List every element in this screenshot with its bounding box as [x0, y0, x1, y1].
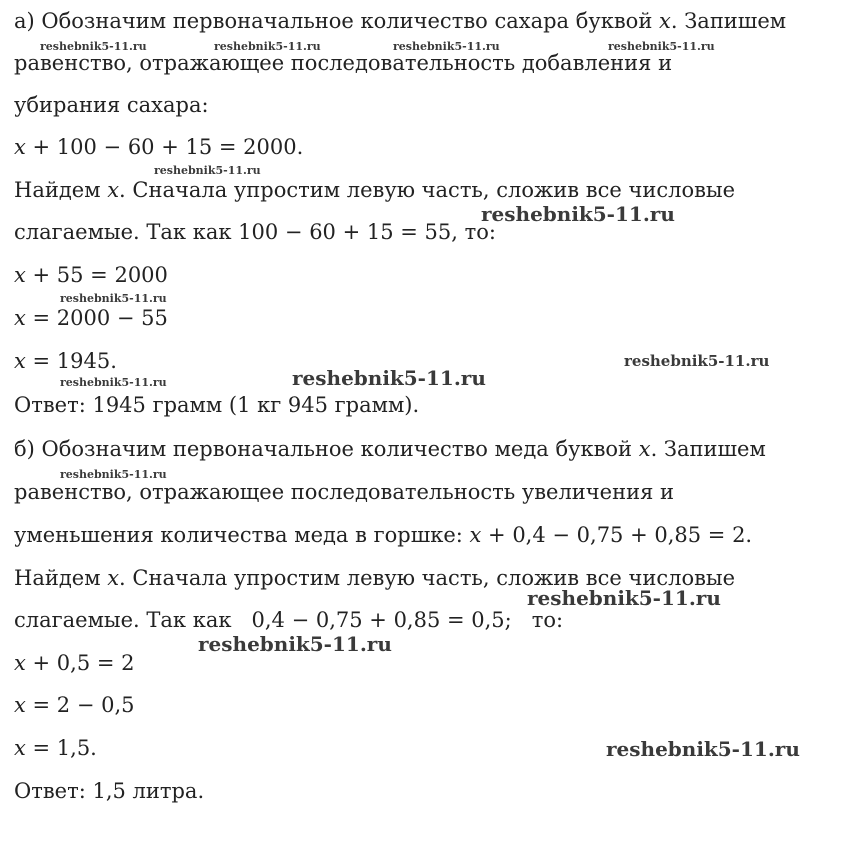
- variable-x: x: [14, 736, 26, 760]
- equation-text: = 1945.: [25, 349, 117, 373]
- watermark: reshebnik5-11.ru: [40, 40, 147, 53]
- watermark: reshebnik5-11.ru: [154, 164, 261, 177]
- answer-text: Ответ: 1945 грамм (1 кг 945 грамм).: [14, 393, 420, 417]
- line-text: уменьшения количества меда в горшке:: [14, 523, 470, 547]
- line-16-equation: [14, 650, 135, 676]
- line-11: [14, 436, 766, 462]
- line-18-equation: [14, 735, 97, 761]
- watermark: reshebnik5-11.ru: [481, 202, 675, 226]
- watermark: reshebnik5-11.ru: [624, 352, 770, 370]
- equation-text: + 0,4 − 0,75 + 0,85 = 2.: [481, 523, 753, 547]
- line-text: . Сначала упростим левую часть, сложив все числовые: [119, 178, 736, 202]
- variable-x: x: [14, 135, 26, 159]
- variable-x: x: [14, 693, 26, 717]
- variable-x: x: [14, 306, 26, 330]
- line-text: слагаемые. Так как 0,4 − 0,75 + 0,85 = 0,5; то:: [14, 608, 564, 632]
- watermark: reshebnik5-11.ru: [60, 376, 167, 389]
- line-9-equation: [14, 348, 117, 374]
- line-13: [14, 522, 752, 548]
- equation-text: = 1,5.: [25, 736, 97, 760]
- equation-text: + 100 − 60 + 15 = 2000.: [25, 135, 304, 159]
- line-6: [14, 219, 496, 245]
- watermark: reshebnik5-11.ru: [214, 40, 321, 53]
- variable-x: x: [469, 523, 482, 547]
- variable-x: x: [14, 263, 26, 287]
- line-text: убирания сахара:: [14, 93, 209, 117]
- watermark: reshebnik5-11.ru: [198, 632, 392, 656]
- variable-x: x: [14, 349, 26, 373]
- equation-text: + 55 = 2000: [25, 263, 168, 287]
- watermark: reshebnik5-11.ru: [292, 366, 486, 390]
- line-text: слагаемые. Так как 100 − 60 + 15 = 55, то:: [14, 220, 496, 244]
- watermark: reshebnik5-11.ru: [608, 40, 715, 53]
- watermark: reshebnik5-11.ru: [60, 292, 167, 305]
- answer-text: Ответ: 1,5 литра.: [14, 779, 205, 803]
- line-text: . Сначала упростим левую часть, сложив все числовые: [119, 566, 736, 590]
- line-text: равенство, отражающее последовательность добавления и: [14, 51, 673, 75]
- line-text: а) Обозначим первоначальное количество сахара буквой: [14, 9, 660, 33]
- equation-text: = 2 − 0,5: [25, 693, 135, 717]
- line-text: б) Обозначим первоначальное количество меда буквой: [14, 437, 639, 461]
- line-text: . Запишем: [650, 437, 766, 461]
- equation-text: + 0,5 = 2: [25, 651, 135, 675]
- line-7-equation: [14, 262, 168, 288]
- line-4-equation: [14, 134, 303, 160]
- line-10-answer: [14, 392, 419, 418]
- watermark: reshebnik5-11.ru: [60, 468, 167, 481]
- line-1: [14, 8, 786, 34]
- line-17-equation: [14, 692, 135, 718]
- line-2: [14, 50, 672, 76]
- equation-text: = 2000 − 55: [25, 306, 168, 330]
- line-text: Найдем: [14, 178, 108, 202]
- variable-x: x: [638, 437, 651, 461]
- variable-x: x: [14, 651, 26, 675]
- variable-x: x: [659, 9, 671, 33]
- variable-x: x: [107, 566, 120, 590]
- watermark: reshebnik5-11.ru: [393, 40, 500, 53]
- watermark: reshebnik5-11.ru: [527, 586, 721, 610]
- line-19-answer: [14, 778, 204, 804]
- watermark: reshebnik5-11.ru: [606, 737, 800, 761]
- line-text: равенство, отражающее последовательность увеличения и: [14, 480, 675, 504]
- line-text: . Запишем: [670, 9, 787, 33]
- line-8-equation: [14, 305, 168, 331]
- line-12: [14, 479, 674, 505]
- line-text: Найдем: [14, 566, 108, 590]
- variable-x: x: [107, 178, 120, 202]
- line-3: [14, 92, 209, 118]
- line-5: [14, 177, 735, 203]
- line-15: [14, 607, 563, 633]
